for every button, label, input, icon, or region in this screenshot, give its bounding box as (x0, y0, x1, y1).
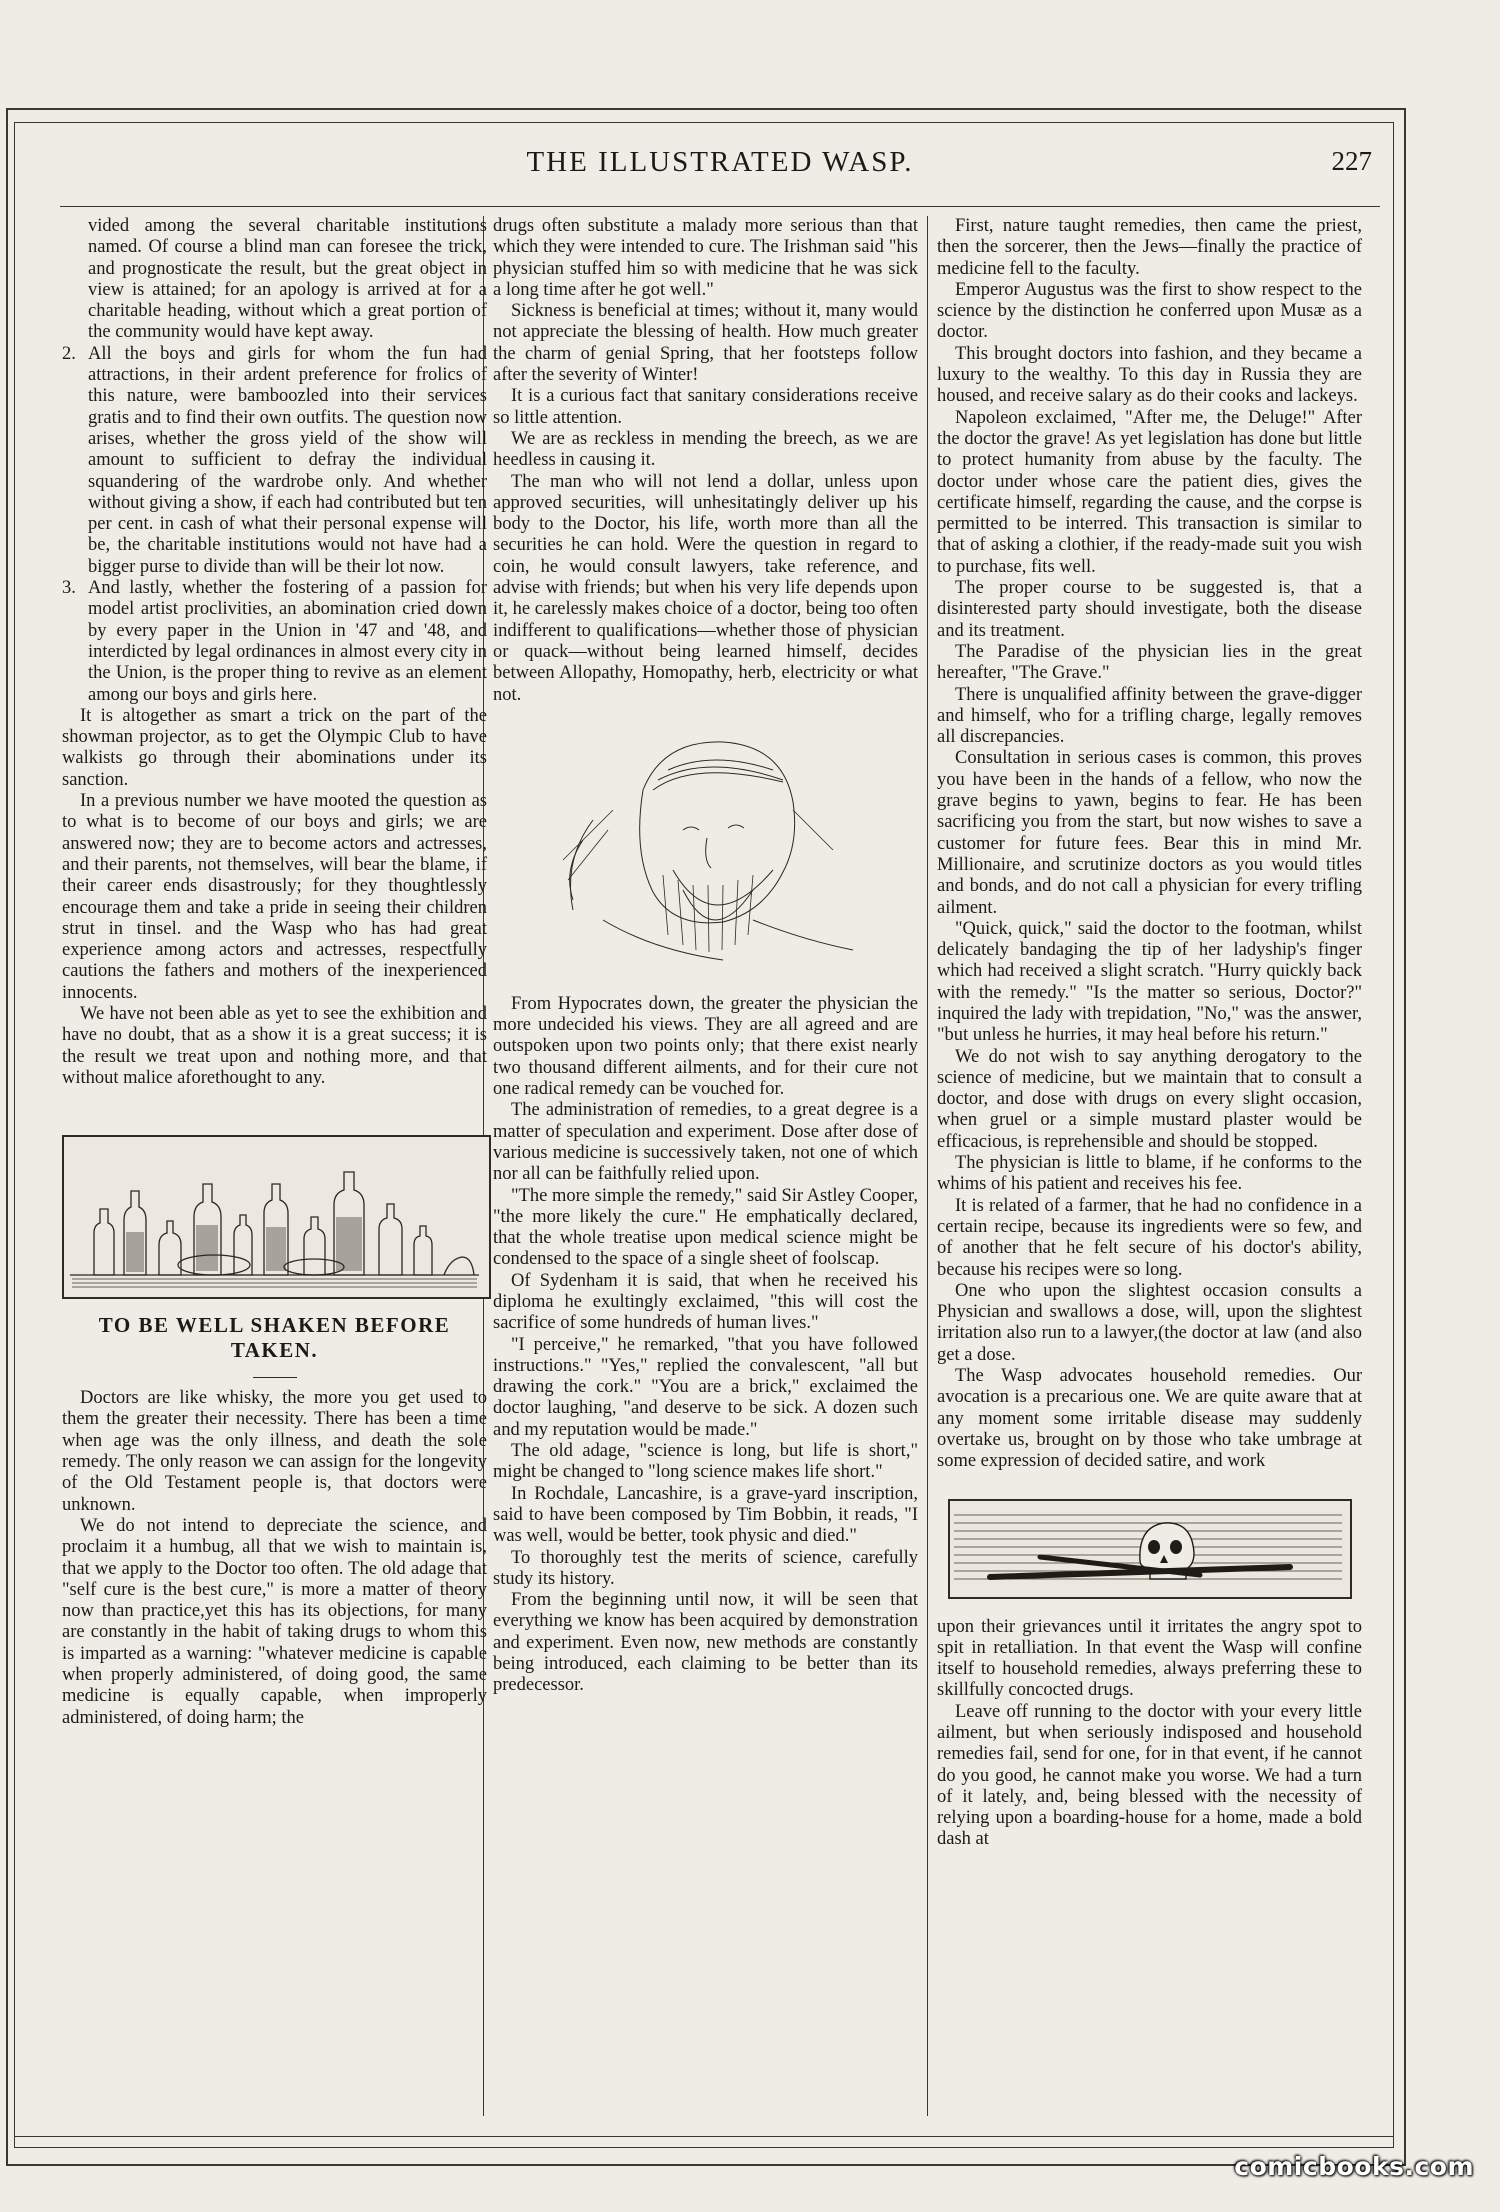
paragraph: The administration of remedies, to a great degree is a matter of speculation and experiment. Dose after dose of various medicine is successively taken, not one of which nor all can be faithfully relied upon. (493, 1100, 918, 1185)
paragraph: "Quick, quick," said the doctor to the footman, whilst delicately bandaging the tip of her ladyship's finger which had received a slight scratch. "Hurry quickly back with the remedy." "Is the matter so serious, Doctor?" inquired the lady with trepidation, "No," was the answer, "but unless he hurries, it may heal before his return." (937, 918, 1362, 1046)
bottles-engraving (64, 1137, 485, 1293)
paragraph: In Rochdale, Lancashire, is a grave-yard inscription, said to have been composed by Tim Bobbin, it reads, "I was well, would be better, took physic and died." (493, 1483, 918, 1547)
paragraph: This brought doctors into fashion, and they became a luxury to the wealthy. To this day in Russia they are housed, and receive salary as do their cooks and lackeys. (937, 343, 1362, 407)
paragraph: "I perceive," he remarked, "that you have followed instructions." "Yes," replied the convalescent, "all but drawing the cork." "You are a brick," exclaimed the doctor laughing, "and deserve to be sick. A dozen such and my reputation would be made." (493, 1334, 918, 1440)
paragraph: Emperor Augustus was the first to show respect to the science by the distinction he conferred upon Musæ as a doctor. (937, 279, 1362, 343)
paragraph: The proper course to be suggested is, that a disinterested party should investigate, both the disease and its treatment. (937, 578, 1362, 641)
column-rule (927, 216, 928, 2116)
footer-rule (14, 2136, 1394, 2137)
skull-engraving (950, 1501, 1346, 1593)
list-number: 2. (62, 343, 76, 364)
portrait-engraving (493, 720, 918, 980)
paragraph: We do not wish to say anything derogatory to the science of medicine, but we maintain that to consult a doctor, and dose with drugs on every slight occasion, when gruel or a simple mustard plaster would be efficacious, is reprehensible and should be stopped. (937, 1046, 1362, 1152)
paragraph: First, nature taught remedies, then came the priest, then the sorcerer, then the Jews—finally the practice of medicine fell to the faculty. (937, 216, 1362, 279)
running-title: THE ILLUSTRATED WASP. (526, 146, 914, 178)
skull-and-bones-illustration (948, 1499, 1352, 1599)
paragraph: "The more simple the remedy," said Sir Astley Cooper, "the more likely the cure." He emphatically declared, that the whole treatise upon medical science might be condensed to the space of a single sheet of foolscap. (493, 1185, 918, 1270)
title-rule (253, 1377, 297, 1378)
paragraph: vided among the several charitable institutions named. Of course a blind man can foresee the trick, and prognosticate the result, but the great object in view is attained; for an apology is arrived at for a charitable heading, without which a great portion of the community would have kept away. (88, 216, 487, 343)
paragraph: In a previous number we have mooted the question as to what is to become of our boys and girls; we are answered now; they are to become actors and actresses, and their parents, not themselves, will bear the blame, if their career ends disastrously; for they thoughtlessly encourage them and take a pride in seeing their children strut in tinsel. and the Wasp who has had great experience among actors and actresses, respectfully cautions the fathers and mothers of the inexperienced innocents. (62, 791, 487, 1003)
list-number: 3. (62, 578, 76, 599)
paragraph: From Hypocrates down, the greater the physician the more undecided his views. They are all agreed and are outspoken upon two points only; that there exist nearly two thousand different ailments, and for their cure not one radical remedy can be vouched for. (493, 993, 918, 1100)
paragraph: One who upon the slightest occasion consults a Physician and swallows a dose, will, upon the slightest irritation also run to a lawyer,(the doctor at law (and also get a dose. (937, 1280, 1362, 1365)
paragraph: The man who will not lend a dollar, unless upon approved securities, will unhesitatingly deliver up his body to the Doctor, his life, worth more than all the securities he can hold. Were the question in regard to coin, he would consult lawyers, take reference, and advise with friends; but when his very life depends upon it, he carelessly makes choice of a doctor, being too often indifferent to qualifications—whether those of physician or quack—without being learned himself, decides between Allopathy, Homopathy, herb, electricity or what not. (493, 471, 918, 705)
watermark: comicbooks.com (1234, 2152, 1474, 2181)
paragraph: The Wasp advocates household remedies. Our avocation is a precarious one. We are quite aware that at any moment some irritable disease may suddenly overtake us, brought on by those who take umbrage at some expression of decided satire, and work (937, 1366, 1362, 1472)
paragraph: Of Sydenham it is said, that when he received his diploma he exultingly exclaimed, "this will cost the sacrifice of some hundreds of human lives." (493, 1270, 918, 1334)
paragraph: The old adage, "science is long, but life is short," might be changed to "long science makes life short." (493, 1441, 918, 1483)
column-2 (493, 216, 918, 1697)
paragraph: It is a curious fact that sanitary considerations receive so little attention. (493, 386, 918, 428)
paragraph: The Paradise of the physician lies in the great hereafter, "The Grave." (937, 641, 1362, 684)
paragraph: Consultation in serious cases is common, this proves you have been in the hands of a fellow, who now the grave begins to yawn, begins to fear. He has been sacrificing you from the start, but now wishes to save a customer for future fees. Bear this in mind Mr. Millionaire, and scrutinize doctors as you would titles and bonds, and do not call a physician for every trifling ailment. (937, 748, 1362, 918)
paragraph: Leave off running to the doctor with your every little ailment, but when seriously indisposed and household remedies fail, send for one, for in that event, if he cannot do you good, he cannot make you worse. We had a turn of it lately, and, being blessed with the necessity of relying upon a boarding-house for a home, made a bold dash at (937, 1701, 1362, 1850)
paragraph: upon their grievances until it irritates the angry spot to spit in retalliation. In that event the Wasp will confine itself to household remedies, always preferring these to skillfully concocted drugs. (937, 1616, 1362, 1701)
paragraph: It is altogether as smart a trick on the part of the showman projector, as to get the Olympic Club to have walkists go through their abominations under its sanction. (62, 705, 487, 790)
list-item-text: And lastly, whether the fostering of a passion for model artist proclivities, an abomination cried down by every paper in the Union in '47 and '48, and interdicted by legal ordinances in almost every city in the Union, is the proper thing to revive as an element among our boys and girls here. (88, 578, 487, 705)
paragraph: We are as reckless in mending the breech, as we are heedless in causing it. (493, 428, 918, 471)
paragraph: There is unqualified affinity between the grave-digger and himself, who for a trifling charge, legally removes all discrepancies. (937, 684, 1362, 748)
list-item-2 (62, 344, 487, 578)
header-rule (60, 206, 1380, 207)
paragraph: We have not been able as yet to see the exhibition and have no doubt, that as a show it is a great success; it is the result we treat upon and nothing more, and that without malice aforethought to any. (62, 1003, 487, 1088)
page-number: 227 (1331, 146, 1372, 176)
paragraph: The physician is little to blame, if he conforms to the whims of his patient and receives his fee. (937, 1153, 1362, 1195)
paragraph: From the beginning until now, it will be seen that everything we know has been acquired by demonstration and experiment. Even now, new methods are constantly being introduced, each claiming to be better than its predecessor. (493, 1590, 918, 1696)
page-header (60, 142, 1380, 192)
paragraph: Sickness is beneficial at times; without it, many would not appreciate the blessing of health. How much greater the charm of genial Spring, that her footsteps follow after the severity of Winter! (493, 301, 918, 386)
section-title: TO BE WELL SHAKEN BEFORE TAKEN. (98, 1313, 451, 1363)
list-item-text: All the boys and girls for whom the fun had attractions, in their ardent preference for frolics of this nature, were bamboozled into their services gratis and to find their own outfits. The question now arises, whether the gross yield of the show will amount to sufficient to defray the individual squandering of the wardrobe only. And whether without giving a show, if each had contributed but ten per cent. in cash of what their personal expense will be, the charitable institutions would not have had a bigger purse to divide than will be their lot now. (88, 343, 487, 577)
column-1 (62, 216, 487, 1729)
list-item-3 (62, 578, 487, 706)
paragraph: drugs often substitute a malady more serious than that which they were intended to cure. The Irishman said "his physician stuffed him so with medicine that he was sick a long time after he got well." (493, 216, 918, 300)
column-3 (937, 216, 1362, 1851)
paragraph: We do not intend to depreciate the science, and proclaim it a humbug, all that we wish to maintain is, that we apply to the Doctor too often. The old adage that "self cure is the best cure," is more a matter of theory now than practice,yet this has its objections, for many are constantly in the habit of taking drugs to whom this is imparted as a warning: "whatever medicine is capable when properly administered, of doing good, the same medicine is equally capable, when improperly administered, of doing harm; the (62, 1515, 487, 1728)
bottles-illustration (62, 1135, 491, 1299)
paragraph: Doctors are like whisky, the more you get used to them the greater their necessity. There has been a time when age was the only illness, and death the sole remedy. The only reason we can assign for the longevity of the Old Testament people is, that doctors were unknown. (62, 1388, 487, 1515)
paragraph: To thoroughly test the merits of science, carefully study its history. (493, 1547, 918, 1589)
bearded-man-portrait (493, 720, 918, 980)
paragraph: It is related of a farmer, that he had no confidence in a certain recipe, because its ingredients were so few, and of another that he felt secure of his doctor's ability, because his recipes were so long. (937, 1195, 1362, 1280)
paragraph: Napoleon exclaimed, "After me, the Deluge!" After the doctor the grave! As yet legislation has done but little to protect humanity from abuse by the faculty. The doctor under whose care the patient dies, gives the certificate himself, regarding the cause, and the corpse is permitted to be interred. This transaction is similar to that of asking a clothier, if the ready-made suit you wish to purchase, fits well. (937, 407, 1362, 577)
